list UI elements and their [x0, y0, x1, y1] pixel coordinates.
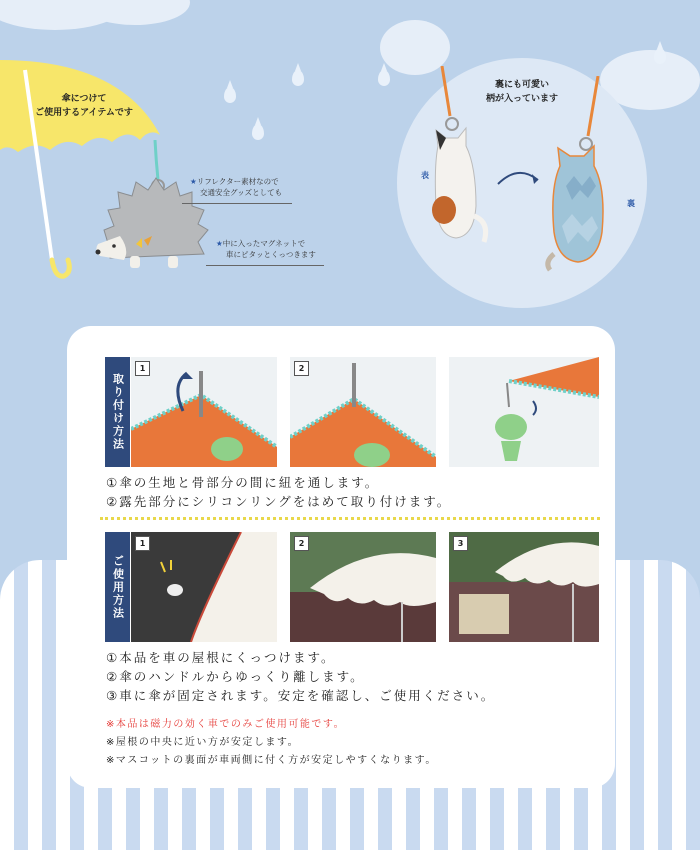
- umbrella-caption-line: ご使用するアイテムです: [35, 108, 133, 118]
- usage-step-2-photo: [290, 532, 436, 642]
- back-pattern-title-line: 柄が入っています: [485, 94, 558, 104]
- cat-mascot-back: [540, 76, 620, 272]
- usage-instructions: [106, 648, 495, 705]
- callout-magnet: [216, 238, 316, 260]
- usage-method-label: ご使用方法: [105, 532, 130, 642]
- star-icon: ★: [216, 239, 223, 248]
- attach-step-2-photo: [290, 357, 436, 467]
- note-line: ※マスコットの裏面が車両側に付く方が安定しやすくなります。: [106, 755, 437, 766]
- back-pattern-title-line: 裏にも可愛い: [494, 80, 549, 90]
- instruction-line: ③車に傘が固定されます。安定を確認し、ご使用ください。: [106, 688, 496, 703]
- callout-line: [182, 203, 292, 204]
- callout-text: リフレクター素材なので: [196, 177, 279, 186]
- step-number: 1: [135, 361, 150, 376]
- raindrop-icon: [224, 87, 236, 103]
- attach-method-label: 取り付け方法: [105, 357, 130, 467]
- step-number: 3: [453, 536, 468, 551]
- raindrop-icon: [378, 70, 390, 86]
- raindrop-icon: [252, 124, 264, 140]
- instruction-line: ②露先部分にシリコンリングをはめて取り付けます。: [106, 494, 452, 509]
- instruction-line: ①本品を車の屋根にくっつけます。: [106, 650, 336, 665]
- notes: [106, 716, 437, 770]
- umbrella-caption: [14, 92, 154, 120]
- attach-step-3-photo: [449, 357, 599, 467]
- flip-arrow-icon: [494, 164, 544, 194]
- cat-mascot-front: [424, 66, 500, 246]
- instruction-line: ②傘のハンドルからゆっくり離します。: [106, 669, 365, 684]
- umbrella-caption-line: 傘につけて: [61, 94, 107, 104]
- callout-text: 車にピタッとくっつきます: [226, 250, 316, 259]
- usage-step-3-photo: [449, 532, 599, 642]
- usage-step-1-photo: [131, 532, 277, 642]
- step-number: 1: [135, 536, 150, 551]
- star-icon: ★: [190, 177, 197, 186]
- hedgehog-mascot: [90, 140, 220, 290]
- note-line: ※屋根の中央に近い方が安定します。: [106, 737, 300, 748]
- back-label: 裏: [627, 199, 635, 208]
- front-label: 表: [421, 171, 429, 180]
- section-divider: [100, 517, 600, 520]
- attach-step-1-photo: [131, 357, 277, 467]
- raindrop-icon: [292, 70, 304, 86]
- instruction-line: ①傘の生地と骨部分の間に紐を通します。: [106, 475, 380, 490]
- callout-text: 中に入ったマグネットで: [222, 239, 306, 248]
- callout-text: 交通安全グッズとしても: [200, 188, 283, 197]
- step-number: 2: [294, 361, 309, 376]
- step-number: 2: [294, 536, 309, 551]
- note-warning: ※本品は磁力の効く車でのみご使用可能です。: [106, 719, 346, 730]
- attach-instructions: [106, 473, 451, 511]
- raindrop-icon: [654, 48, 666, 64]
- callout-line: [206, 265, 324, 266]
- callout-reflector: [190, 176, 282, 198]
